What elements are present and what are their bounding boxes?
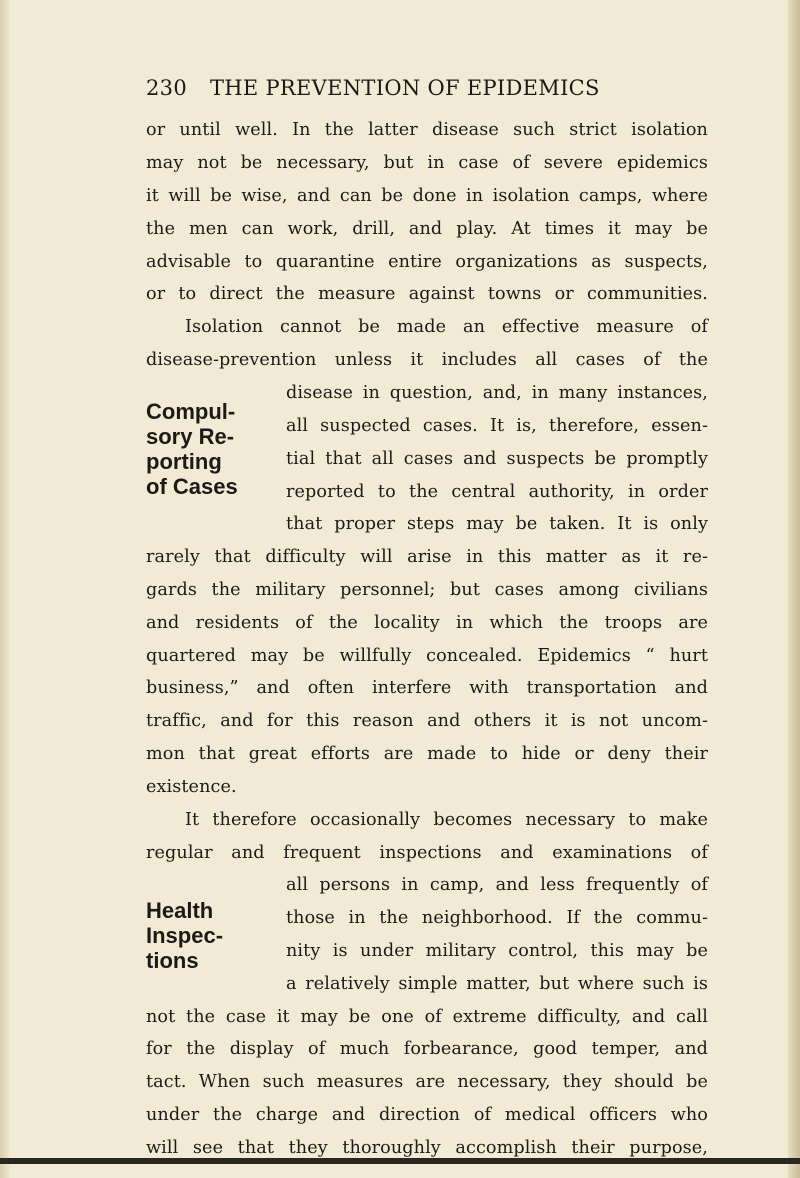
margin-note-compulsory-reporting <box>146 399 238 499</box>
running-header <box>146 76 708 100</box>
text-line: or to direct the measure against towns or communities. <box>146 284 708 304</box>
text-line: tact. When such measures are necessary, they should be <box>146 1072 708 1092</box>
margin-note-line: Inspec- <box>146 923 224 948</box>
text-line: and residents of the locality in which the troops are <box>146 613 708 633</box>
margin-note-health-inspections <box>146 898 223 973</box>
text-line: business,” and often interfere with transportation and <box>146 678 708 698</box>
text-line: or until well. In the latter disease such strict isolation <box>146 120 708 140</box>
text-line: nity is under military control, this may be <box>286 941 708 961</box>
text-line: may not be necessary, but in case of severe epidemics <box>146 153 708 173</box>
text-line: the men can work, drill, and play. At times it may be <box>146 219 708 239</box>
text-line: It therefore occasionally becomes necessary to make <box>185 810 708 830</box>
text-line: existence. <box>146 777 237 797</box>
page-edge-right <box>788 0 800 1178</box>
running-title: THE PREVENTION OF EPIDEMICS <box>209 76 600 100</box>
text-line: under the charge and direction of medical officers who <box>146 1105 708 1125</box>
margin-note-line: porting <box>146 449 222 474</box>
text-line: rarely that difficulty will arise in this matter as it re- <box>146 547 708 567</box>
text-line: disease in question, and, in many instances, <box>286 383 708 403</box>
margin-note-line: sory Re- <box>146 424 235 449</box>
text-line: quartered may be willfully concealed. Epidemics “ hurt <box>146 646 708 666</box>
text-line: Isolation cannot be made an effective measure of <box>185 317 708 337</box>
text-line: all suspected cases. It is, therefore, essen- <box>286 416 708 436</box>
text-line: it will be wise, and can be done in isolation camps, where <box>146 186 708 206</box>
text-line: gards the military personnel; but cases among civilians <box>146 580 708 600</box>
margin-note-line: tions <box>146 948 199 973</box>
text-line: a relatively simple matter, but where such is <box>286 974 708 994</box>
margin-note-line: Health <box>146 898 214 923</box>
text-line: those in the neighborhood. If the commu- <box>286 908 708 928</box>
text-line: all persons in camp, and less frequently of <box>286 875 708 895</box>
text-line: reported to the central authority, in order <box>286 482 708 502</box>
page-number: 230 <box>146 76 187 100</box>
text-line: that proper steps may be taken. It is only <box>286 514 708 534</box>
text-line: for the display of much forbearance, good temper, and <box>146 1039 708 1059</box>
margin-note-line: Compul- <box>146 399 236 424</box>
text-line: disease-prevention unless it includes all cases of the <box>146 350 708 370</box>
page-bottom-rule <box>0 1158 800 1164</box>
text-line: mon that great efforts are made to hide or deny their <box>146 744 708 764</box>
text-line: not the case it may be one of extreme difficulty, and call <box>146 1007 708 1027</box>
margin-note-line: of Cases <box>146 474 238 499</box>
text-line: tial that all cases and suspects be promptly <box>286 449 708 469</box>
page-edge-left <box>0 0 10 1178</box>
text-line: regular and frequent inspections and examinations of <box>146 843 708 863</box>
text-line: will see that they thoroughly accomplish their purpose, <box>146 1138 708 1158</box>
text-line: traffic, and for this reason and others it is not uncom- <box>146 711 708 731</box>
text-line: advisable to quarantine entire organizations as suspects, <box>146 252 708 272</box>
